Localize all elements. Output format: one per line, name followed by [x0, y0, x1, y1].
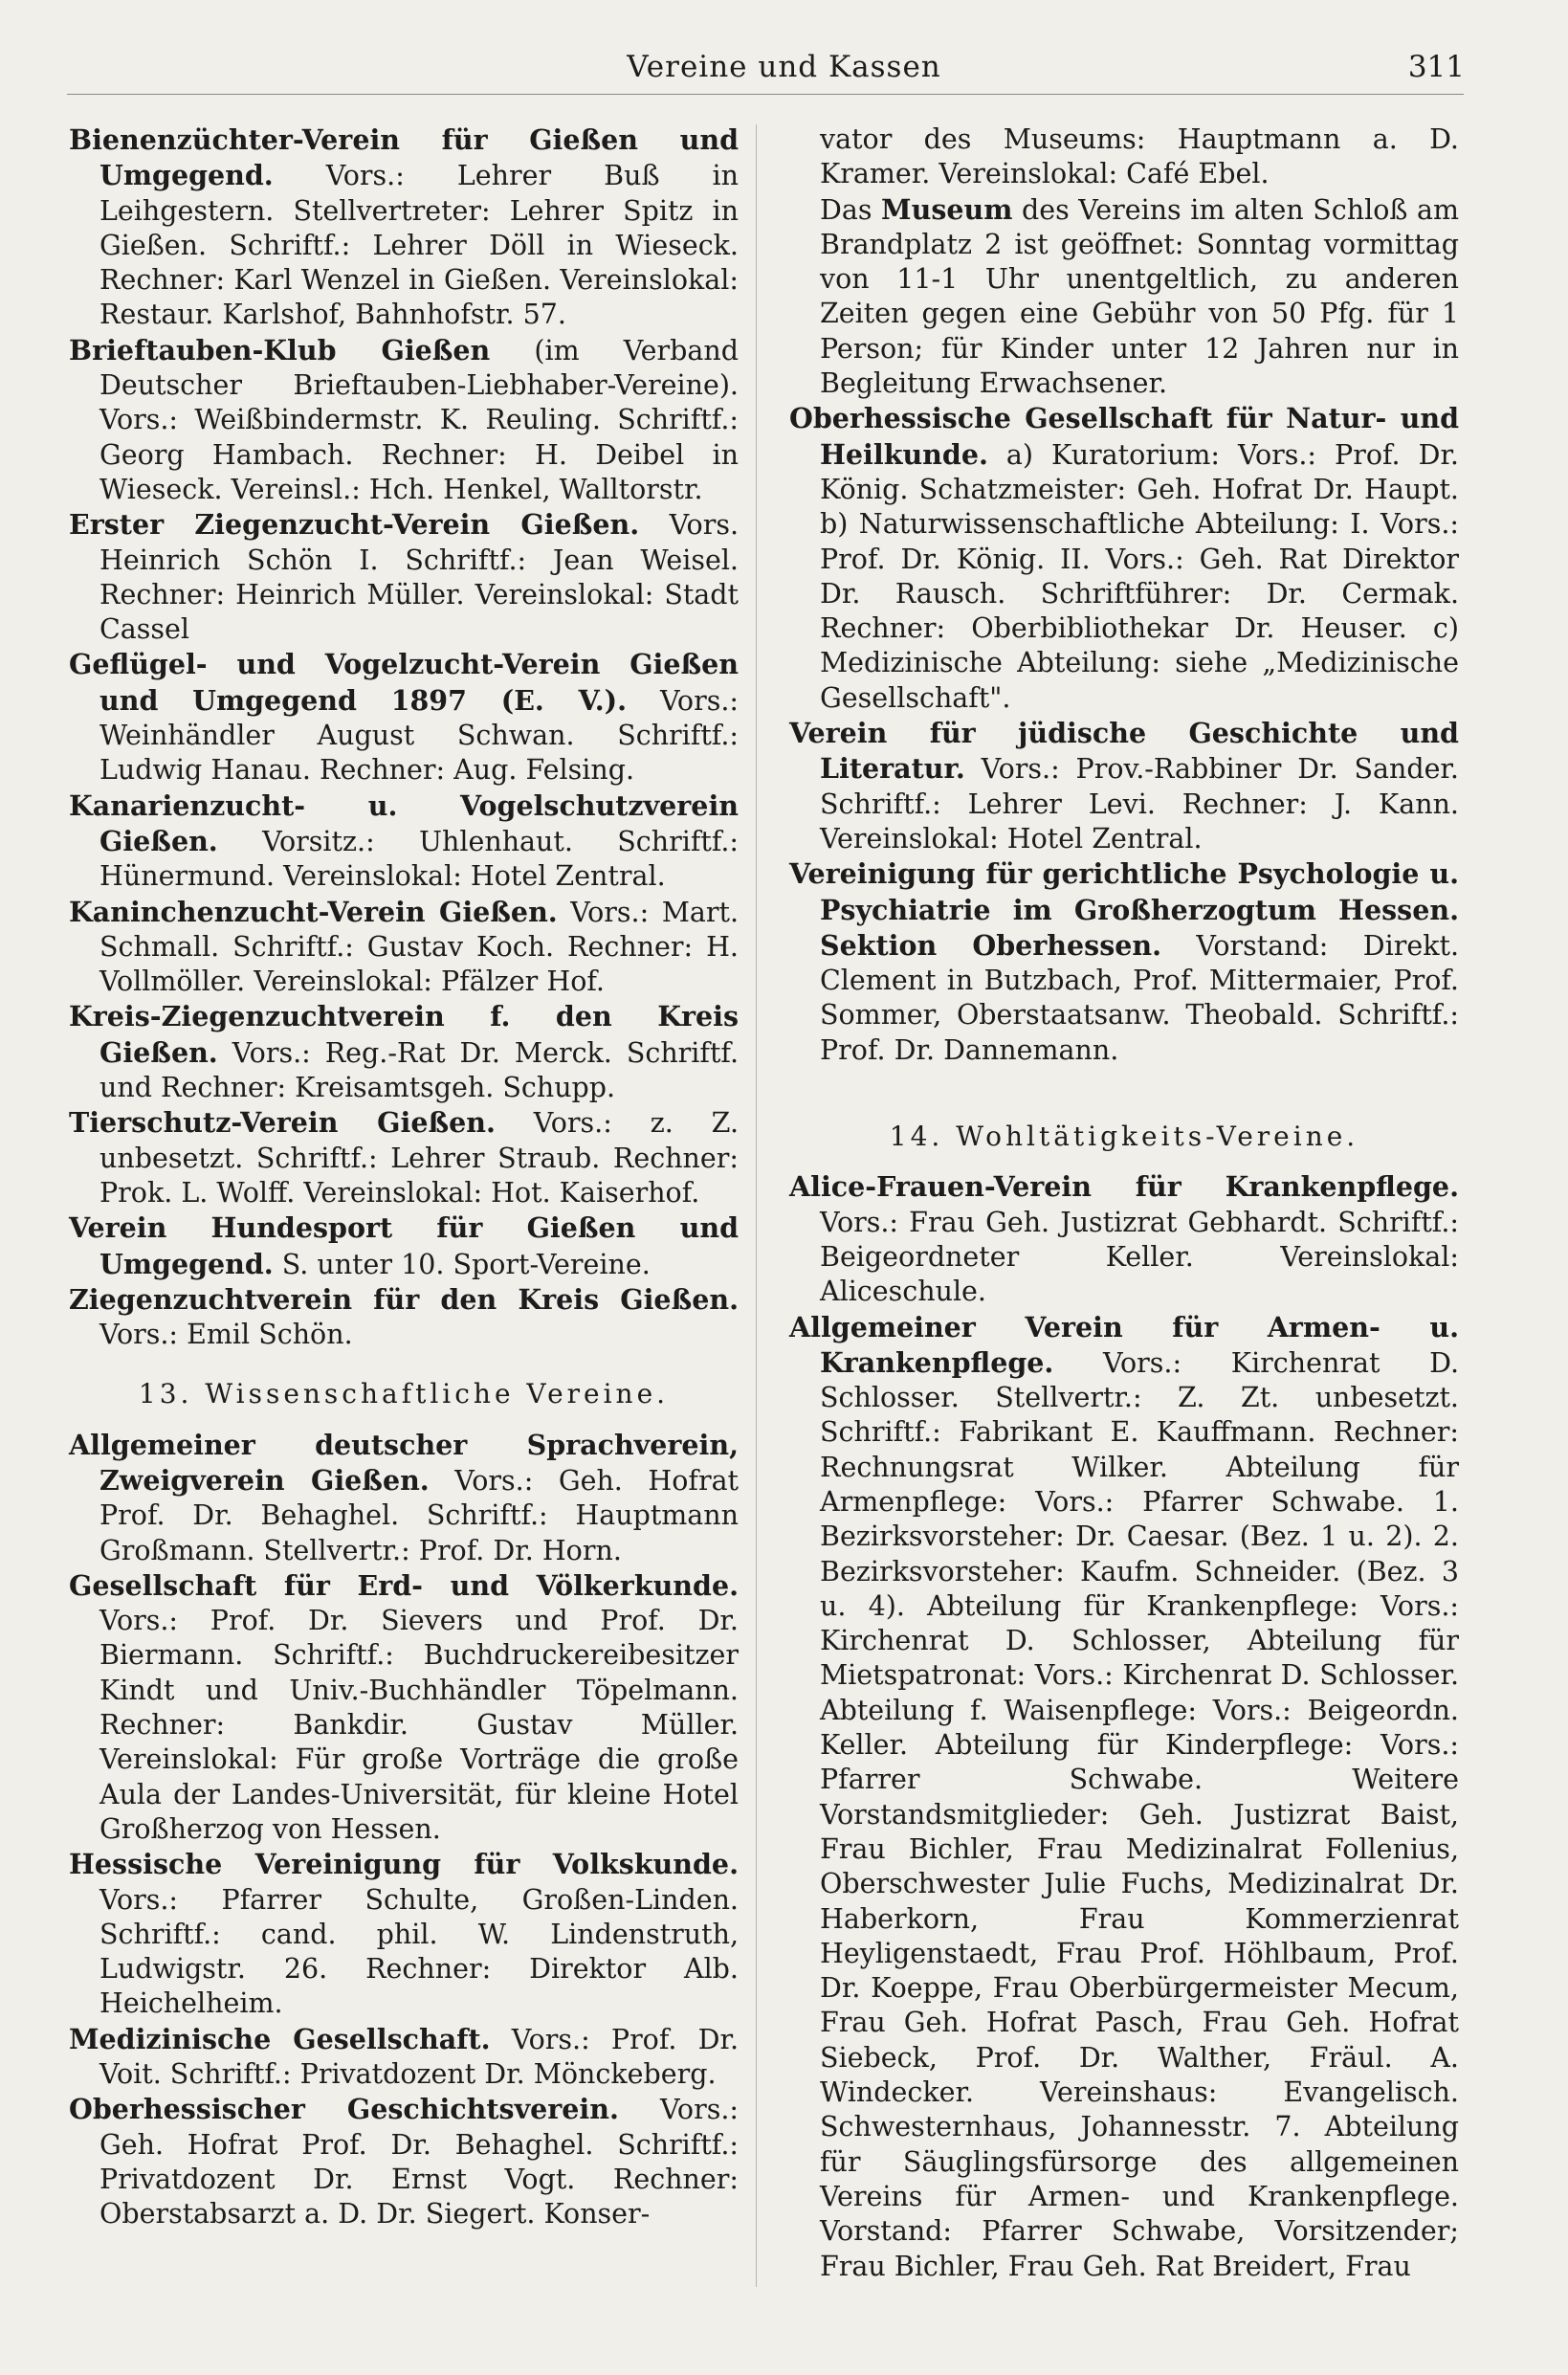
entry-text: Vors.: Prof. Dr. Voit. Schriftf.: Privatdozent Dr. Mönckeberg. [99, 2023, 740, 2091]
entry-text: a) Kuratorium: Vors.: Prof. Dr. König. Schatzmeister: Geh. Hofrat Dr. Haupt. b) Naturwissenschaftliche Abteilung: I. Vors.: Prof. Dr. König. II. Vors.: Geh. Rat Direktor Dr. Rausch. Schriftführer: Dr. Cermak. Rechner: Oberbibliothekar Dr. Heuser. c) Medizinische Abteilung: siehe „Medizinische Gesellschaft". [820, 438, 1459, 714]
entry-name: Kanarienzucht- u. Vogelschutzverein Gießen. [69, 788, 739, 857]
entry [69, 2092, 739, 2231]
entry-text: Vors.: Reg.-Rat Dr. Merck. Schriftf. und Rechner: Kreisamtsgeh. Schupp. [99, 1036, 740, 1104]
entry-text: Vors.: Prov.-Rabbiner Dr. Sander. Schriftf.: Lehrer Levi. Rechner: J. Kann. Vereinslokal: Hotel Zentral. [820, 753, 1459, 855]
entry [789, 1310, 1459, 2284]
section-heading: 13. Wissenschaftliche Vereine. [138, 1378, 670, 1410]
entry-name: Bienenzüchter-Verein für Gießen und Umgegend. [69, 123, 739, 192]
left-column [69, 122, 739, 2232]
entry-name: Allgemeiner Verein für Armen- u. Krankenpflege. [789, 1310, 1459, 1379]
entry-name: Gesellschaft für Erd- und Völkerkunde. [69, 1568, 739, 1602]
entry-text: (im Verband Deutscher Brieftauben-Liebhaber-Vereine). Vors.: Weißbindermstr. K. Reuling. Schriftf.: Georg Hambach. Rechner: H. Deibel in Wieseck. Vereinsl.: Hch. Henkel, Walltorstr. [99, 334, 740, 505]
entry [789, 401, 1459, 716]
entry [69, 647, 739, 788]
entry-continuation: vator des Museums: Hauptmann a. D. Kramer. Vereinslokal: Café Ebel. [820, 123, 1459, 190]
entry-text: Vors.: Emil Schön. [99, 1319, 353, 1351]
entry [69, 507, 739, 647]
entry-text: Vors.: Weinhändler August Schwan. Schriftf.: Ludwig Hanau. Rechner: Aug. Felsing. [99, 684, 739, 787]
entry-name: Oberhessischer Geschichtsverein. [69, 2093, 619, 2126]
entry-name: Alice-Frauen-Verein für Krankenpflege. [789, 1170, 1459, 1204]
section-heading: 14. Wohltätigkeits-Vereine. [889, 1121, 1359, 1153]
entry-name: Hessische Vereinigung für Volkskunde. [69, 1848, 739, 1881]
entry-name: Vereinigung für gerichtliche Psychologie u. Psychiatrie im Großherzogtum Hessen. Sektion Oberhessen. [789, 857, 1459, 962]
entry-name: Brieftauben-Klub Gießen [69, 333, 491, 366]
museum-text: des Vereins im alten Schloß am Brandplatz 2 ist geöffnet: Sonntag vormittag von 11-1 Uhr unentgeltlich, zu anderen Zeiten gegen eine Gebühr von 50 Pfg. für 1 Person; für Kinder unter 12 Jahren nur in Begleitung Erwachsener. [820, 193, 1460, 400]
entry-text: S. unter 10. Sport-Vereine. [281, 1248, 651, 1280]
entry [69, 1428, 739, 1568]
entry-text: Vors.: Prof. Dr. Sievers und Prof. Dr. Biermann. Schriftf.: Buchdruckereibesitzer Kindt und Univ.-Buchhändler Töpelmann. Rechner: Bankdir. Gustav Müller. Vereinslokal: Für große Vorträge die große Aula der Landes-Universität, für kleine Hotel Großherzog von Hessen. [99, 1605, 739, 1845]
entry-name: Tierschutz-Verein Gießen. [69, 1106, 496, 1140]
entry [789, 1169, 1459, 1309]
entry-text: Vors.: Frau Geh. Justizrat Gebhardt. Schriftf.: Beigeordneter Keller. Vereinslokal: Aliceschule. [820, 1206, 1459, 1308]
entry-name: Geflügel- und Vogelzucht-Verein Gießen und Umgegend 1897 (E. V.). [69, 648, 739, 717]
entry [69, 1210, 739, 1282]
entry-text: Vors.: z. Z. unbesetzt. Schriftf.: Lehrer Straub. Rechner: Prok. L. Wolff. Vereinslokal: Hot. Kaiserhof. [99, 1107, 740, 1209]
museum-paragraph [789, 192, 1459, 402]
entry-text: Vorstand: Direkt. Clement in Butzbach, Prof. Mittermaier, Prof. Sommer, Oberstaatsanw. Theobald. Schriftf.: Prof. Dr. Dannemann. [820, 929, 1459, 1066]
right-column [789, 122, 1459, 2284]
entry [789, 856, 1459, 1068]
entry-name: Allgemeiner deutscher Sprachverein, Zweigverein Gießen. [69, 1428, 739, 1497]
entry-name: Oberhessische Gesellschaft für Natur- und Heilkunde. [789, 402, 1459, 471]
entry [69, 333, 739, 507]
entry [69, 1568, 739, 1847]
column-divider [756, 124, 757, 2287]
entry-name: Kaninchenzucht-Verein Gießen. [69, 895, 558, 928]
entry [69, 1847, 739, 2021]
entry [69, 2022, 739, 2093]
entry [69, 788, 739, 895]
entry-text: Vors.: Geh. Hofrat Prof. Dr. Behaghel. Schriftf.: Hauptmann Großmann. Stellvertr.: Prof. Dr. Horn. [99, 1464, 740, 1566]
entry [789, 716, 1459, 856]
page-number: 311 [1407, 50, 1465, 84]
entry-text: Vors. Heinrich Schön I. Schriftf.: Jean Weisel. Rechner: Heinrich Müller. Vereinslokal: Stadt Cassel [99, 509, 740, 646]
entry-text: Vors.: Lehrer Buß in Leihgestern. Stellvertreter: Lehrer Spitz in Gießen. Schriftf.: Lehrer Döll in Wieseck. Rechner: Karl Wenzel in Gießen. Vereinslokal: Restaur. Karlshof, Bahnhofstr. 57. [99, 160, 740, 331]
entry-name: Kreis-Ziegenzuchtverein f. den Kreis Gießen. [69, 1000, 739, 1069]
entry-name: Medizinische Gesellschaft. [69, 2022, 491, 2055]
entry [69, 122, 739, 333]
entry-text: Vorsitz.: Uhlenhaut. Schriftf.: Hünermund. Vereinslokal: Hotel Zentral. [99, 825, 740, 893]
entry [69, 999, 739, 1105]
entry-text: Vors.: Geh. Hofrat Prof. Dr. Behaghel. Schriftf.: Privatdozent Dr. Ernst Vogt. Rechner: Oberstabsarzt a. D. Dr. Siegert. Konser- [99, 2094, 740, 2231]
entry-name: Verein Hundesport für Gießen und Umgegend. [69, 1211, 739, 1280]
spacer [789, 1068, 1459, 1095]
header-rule [67, 94, 1464, 95]
entry-text: Vors.: Pfarrer Schulte, Großen-Linden. Schriftf.: cand. phil. W. Lindenstruth, Ludwigstr. 26. Rechner: Direktor Alb. Heichelheim. [99, 1883, 739, 2020]
entry [69, 1282, 739, 1353]
entry-name: Erster Ziegenzucht-Verein Gießen. [69, 508, 640, 542]
museum-lead: Das [820, 193, 872, 226]
museum-name: Museum [881, 192, 1013, 226]
entry-name: Verein für jüdische Geschichte und Literatur. [789, 717, 1459, 786]
entry [69, 895, 739, 1000]
entry-text: Vors.: Mart. Schmall. Schriftf.: Gustav Koch. Rechner: H. Vollmöller. Vereinslokal: Pfälzer Hof. [99, 896, 739, 998]
entry-text: Vors.: Kirchenrat D. Schlosser. Stellvertr.: Z. Zt. unbesetzt. Schriftf.: Fabrikant E. Kauffmann. Rechner: Rechnungsrat Wilker. Abteilung für Armenpflege: Vors.: Pfarrer Schwabe. 1. Bezirksvorsteher: Dr. Caesar. (Bez. 1 u. 2). 2. Bezirksvorsteher: Kaufm. Schneider. (Bez. 3 u. 4). Abteilung für Krankenpflege: Vors.: Kirchenrat D. Schlosser, Abteilung für Mietspatronat: Vors.: Kirchenrat D. Schlosser. Abteilung f. Waisenpflege: Vors.: Beigeordn. Keller. Abteilung für Kinderpflege: Vors.: Pfarrer Schwabe. Weitere Vorstandsmitglieder: Geh. Justizrat Baist, Frau Bichler, Frau Medizinalrat Follenius, Oberschwester Julie Fuchs, Medizinalrat Dr. Haberkorn, Frau Kommerzienrat Heyligenstaedt, Frau Prof. Höhlbaum, Prof. Dr. Koeppe, Frau Oberbürgermeister Mecum, Frau Geh. Hofrat Pasch, Frau Geh. Hofrat Siebeck, Prof. Dr. Walther, Fräul. A. Windecker. Vereinshaus: Evangelisch. Schwesternhaus, Johannesstr. 7. Abteilung für Säuglingsfürsorge des allgemeinen Vereins für Armen- und Krankenpflege. Vorstand: Pfarrer Schwabe, Vorsitzender; Frau Bichler, Frau Geh. Rat Breidert, Frau [820, 1346, 1460, 2282]
entry [69, 1105, 739, 1210]
running-header: Vereine und Kassen [627, 50, 941, 84]
entry-name: Ziegenzuchtverein für den Kreis Gießen. [69, 1282, 739, 1316]
